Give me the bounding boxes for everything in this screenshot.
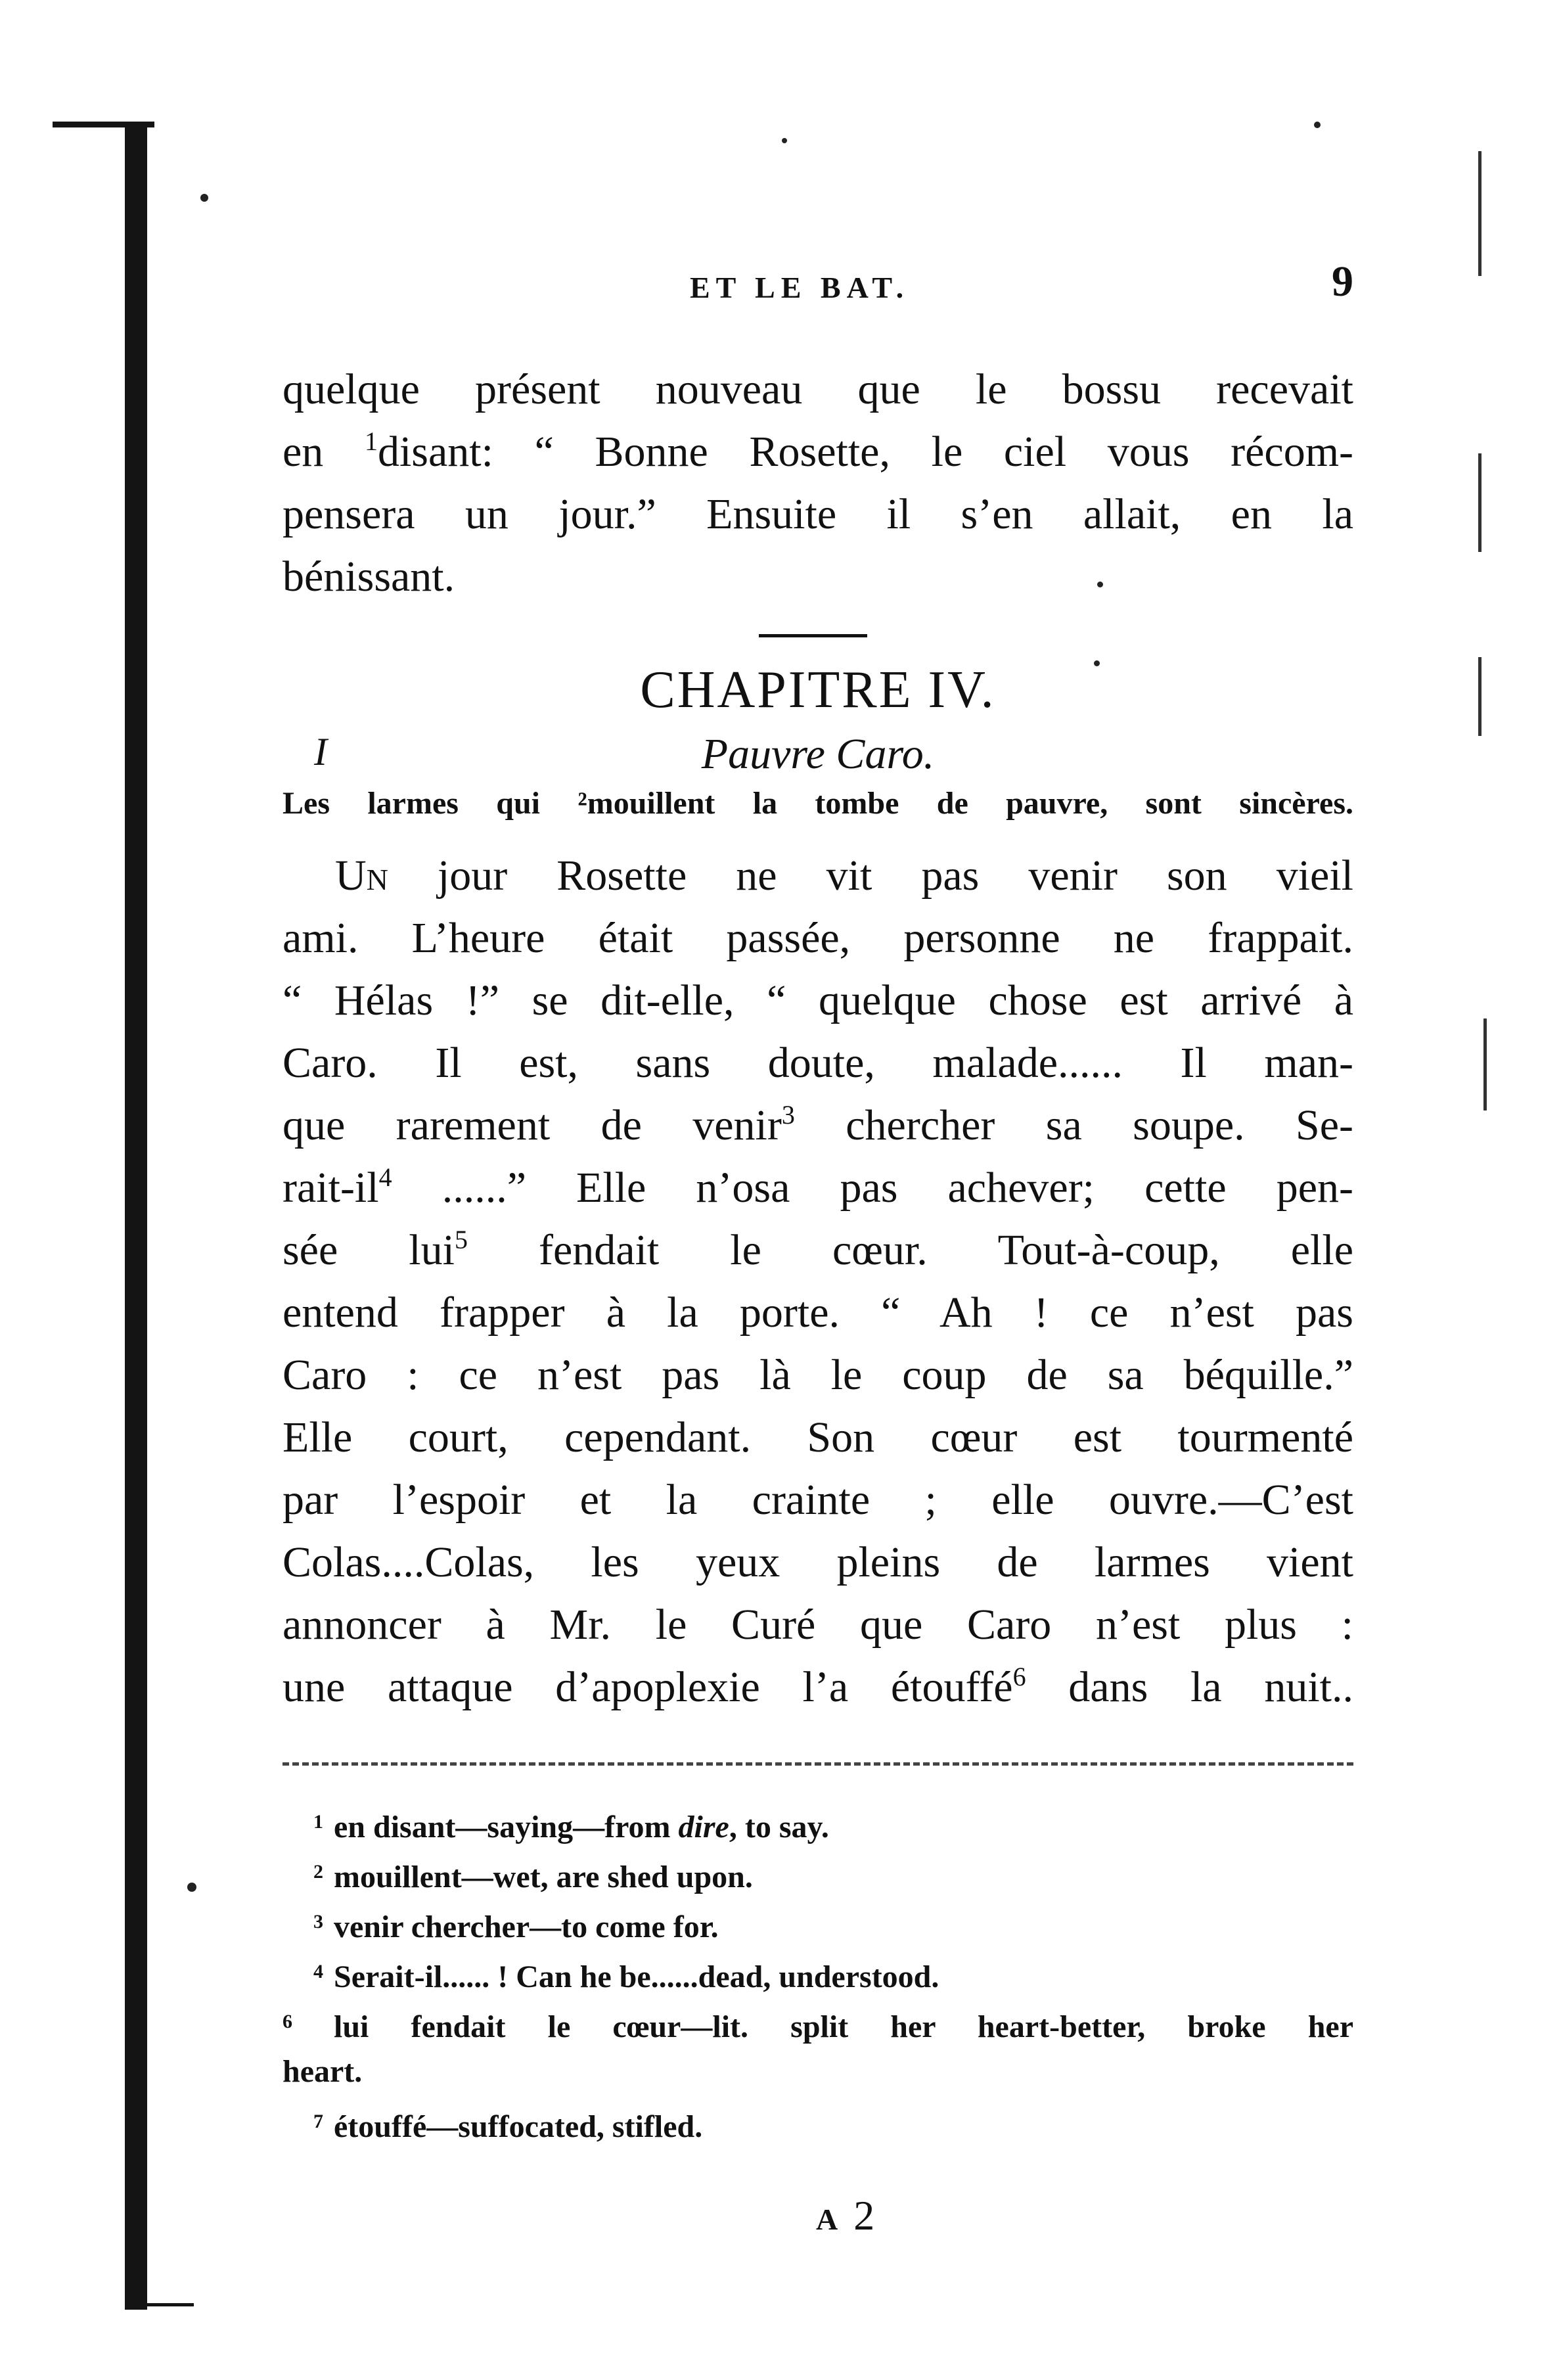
page-edge-mark: [1478, 453, 1482, 552]
text-line: par l’espoir et la crainte ; elle ouvre.—C’est: [283, 1476, 1353, 1524]
text-line: pensera un jour.” Ensuite il s’en allait, en la: [283, 490, 1353, 538]
paragraph-continued: [283, 358, 1353, 608]
ink-speck: [200, 194, 208, 202]
text-line: ami. L’heure était passée, personne ne frappait.: [283, 914, 1353, 962]
ink-speck: [187, 1883, 196, 1892]
footnote-ref: 3: [781, 1100, 795, 1130]
footnote-divider: [283, 1762, 1353, 1766]
epigraph: Les larmes qui ²mouillent la tombe de pauvre, sont sincères.: [283, 786, 1353, 821]
text-line: en $^1$disant: “ Bonne Rosette, le ciel vous récom-: [283, 426, 1354, 476]
text-line: “ Hélas !” se dit-elle, “ quelque chose est arrivé à: [283, 976, 1353, 1024]
binding-spine: [125, 122, 147, 2310]
chapter-subtitle: Pauvre Caro.: [701, 730, 935, 778]
text-line: que rarement de venir$^3$ chercher sa soupe. Se-: [283, 1100, 1353, 1149]
running-head: ET LE BAT.: [690, 271, 910, 304]
footnote: 3 venir chercher—to come for.: [313, 1910, 719, 1944]
text-line: Caro. Il est, sans doute, malade...... Il man-: [283, 1039, 1353, 1087]
text-line: Colas....Colas, les yeux pleins de larmes vient: [283, 1538, 1353, 1586]
footnote: 2 mouillent—wet, are shed upon.: [313, 1860, 753, 1894]
page-edge-mark: [1478, 151, 1482, 276]
ink-speck: [1314, 122, 1321, 128]
footnote-ref: 6: [1012, 1662, 1026, 1691]
footnote: 1 en disant—saying—from dire, to say.: [313, 1810, 829, 1844]
ink-speck: [782, 138, 787, 143]
page-header: [283, 246, 1353, 319]
text-line: bénissant.: [283, 553, 455, 601]
footnote: 6 lui fendait le cœur—lit. split her heart-better, broke her: [283, 2009, 1353, 2044]
drop-word: Un: [335, 852, 388, 900]
text-line: annoncer à Mr. le Curé que Caro n’est plus :: [283, 1601, 1353, 1649]
chapter-divider: [759, 634, 867, 637]
text-line: rait-$il^4$ ......” Elle n’osa pas achever; cette pen-: [283, 1162, 1353, 1212]
footnote-ref: 4: [378, 1162, 392, 1192]
signature-mark: A 2: [816, 2192, 878, 2239]
text-line: Elle court, cependant. Son cœur est tourmenté: [283, 1413, 1353, 1461]
chapter-title: CHAPITRE IV.: [640, 661, 996, 719]
text-line: quelque présent nouveau que le bossu recevait: [283, 365, 1353, 413]
margin-mark: I: [314, 730, 327, 773]
paragraph-main: [283, 844, 1353, 1718]
text-line: entend frapper à la porte. “ Ah ! ce n’est pas: [283, 1289, 1353, 1337]
page-number: 9: [1332, 258, 1353, 306]
footnote-ref: 5: [454, 1225, 468, 1254]
footnote: 7 étouffé—suffocated, stifled.: [313, 2109, 703, 2144]
footnotes: [283, 1797, 1353, 2147]
text-line: sée lui$^5$ fendait le cœur. Tout-à-coup, elle: [283, 1225, 1353, 1274]
text-line: Caro : ce n’est pas là le coup de sa béquille.”: [283, 1351, 1353, 1399]
text-line: une attaque d’apoplexie l’a étouffé$^6$ dans la nuit..: [283, 1662, 1353, 1711]
page-edge-mark: [1483, 1018, 1487, 1110]
text-line: Un jour Rosette ne vit pas venir son vieil: [335, 852, 1353, 900]
footnote: 4 Serait-il...... ! Can he be......dead, understood.: [313, 1959, 939, 1994]
page-edge-mark: [1478, 657, 1482, 736]
binding-edge-bottom: [135, 2303, 194, 2306]
footnote-continuation: heart.: [283, 2054, 363, 2089]
footnote-ref: 1: [364, 426, 378, 456]
